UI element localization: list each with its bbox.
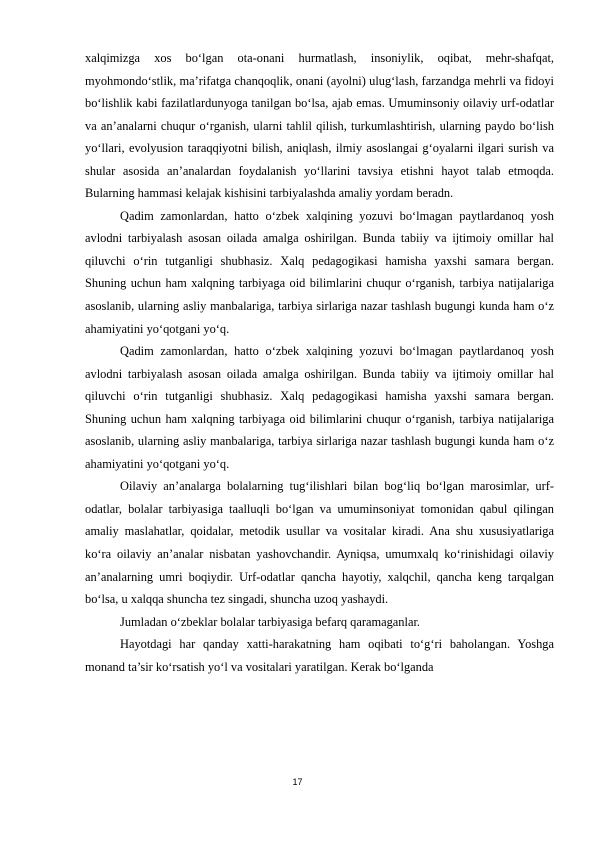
paragraph-1: xalqimizga xos bo‘lgan ota-onani hurmatlash, insoniylik, oqibat, mehr-shafqat, myohmondo‘stlik, ma’rifatga chanqoqlik, onani (ayolni) ulug‘lash, farzandga mehrli va fidoyi bo‘lishlik kabi fazilatlardunyoga tanilgan bo‘lsa, ajab emas. Umuminsoniy oilaviy urf-odatlar va an’analarni chuqur o‘rganish, ularni tahlil qilish, turkumlashtirish, ularning paydo bo‘lish yo‘llari, evolyusion taraqqiyotni bilish, aniqlash, ilmiy asoslangai g‘oyalarni ilgari surish va shular asosida an’analardan foydalanish yo‘llarini tavsiya etishni hayot talab etmoqda. Bularning hammasi kelajak kishisini tarbiyalashda amaliy yordam beradn.	[85, 51, 554, 201]
page-number: 17	[292, 777, 303, 787]
paragraph-6: Hayotdagi har qanday xatti-harakatning ham oqibati to‘g‘ri baholangan. Yoshga monand ta’sir ko‘rsatish yo‘l va vositalari yaratilgan. Kerak bo‘lganda	[85, 637, 554, 674]
paragraph-2: Qadim zamonlardan, hatto o‘zbek xalqining yozuvi bo‘lmagan paytlardanoq yosh avlodni tarbiyalash asosan oilada amalga oshirilgan. Bunda tabiiy va ijtimoiy omillar hal qiluvchi o‘rin tutganligi shubhasiz. Xalq pedagogikasi hamisha yaxshi samara bergan. Shuning uchun ham xalqning tarbiyaga oid bilimlarini chuqur o‘rganish, tarbiya natijalariga asoslanib, ularning asliy manbalariga, tarbiya sirlariga nazar tashlash bugungi kunda ham o‘z ahamiyatini yo‘qotgani yo‘q.	[85, 208, 554, 336]
page-body	[85, 47, 554, 678]
paragraph-4: Oilaviy an’analarga bolalarning tug‘ilishlari bilan bog‘liq bo‘lgan marosimlar, urf- odatlar, bolalar tarbiyasiga taalluqli bo‘lgan va umuminsoniyat tomonidan qabul qilingan amaliy maslahatlar, qoidalar, metodik usullar va vositalar kiradi. Ana shu xususiyatlariga ko‘ra oilaviy an’analar nisbatan yashovchandir. Ayniqsa, umumxalq ko‘rinishidagi oilaviy an’analarning umri boqiydir. Urf-odatlar qancha hayotiy, xalqchil, qancha keng tarqalgan bo‘lsa, u xalqqa shuncha tez singadi, shuncha uzoq yashaydi.	[85, 479, 554, 607]
paragraph-5: Jumladan o‘zbeklar bolalar tarbiyasiga befarq qaramaganlar.	[120, 614, 420, 629]
paragraph-3: Qadim zamonlardan, hatto o‘zbek xalqining yozuvi bo‘lmagan paytlardanoq yosh avlodni tarbiyalash asosan oilada amalga oshirilgan. Bunda tabiiy va ijtimoiy omillar hal qiluvchi o‘rin tutganligi shubhasiz. Xalq pedagogikasi hamisha yaxshi samara bergan. Shuning uchun ham xalqning tarbiyaga oid bilimlarini chuqur o‘rganish, tarbiya natijalariga asoslanib, ularning asliy manbalariga, tarbiya sirlariga nazar tashlash bugungi kunda ham o‘z ahamiyatini yo‘qotgani yo‘q.	[85, 344, 554, 471]
